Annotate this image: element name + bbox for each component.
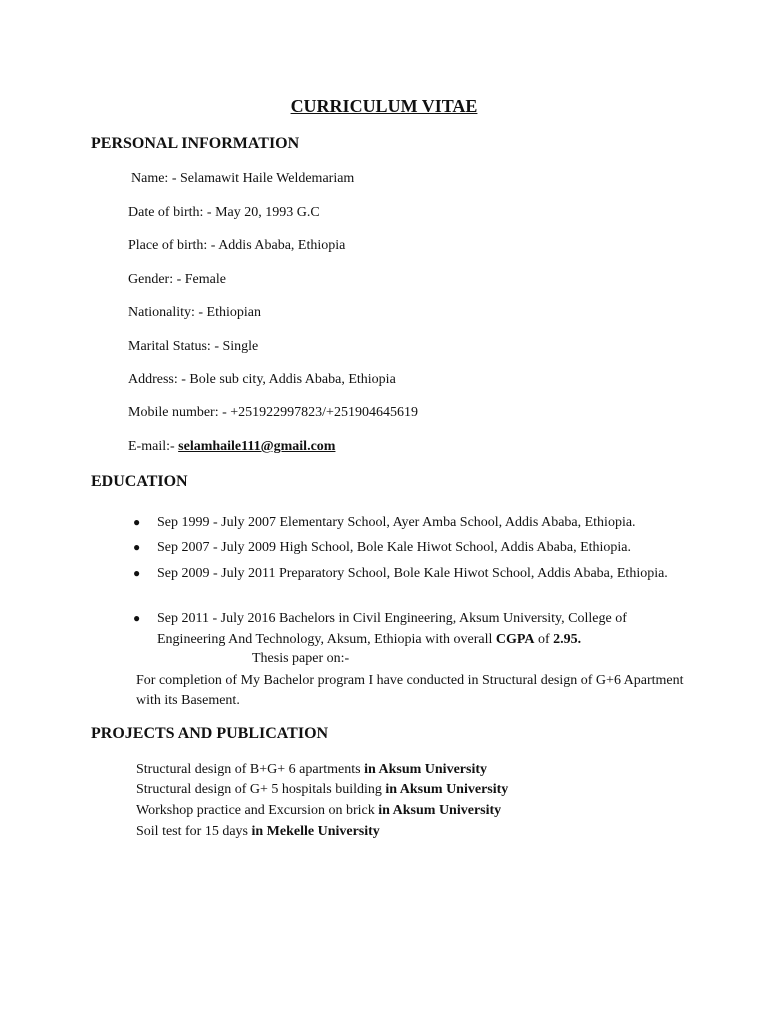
education-item — [133, 537, 693, 558]
marital-status-field: Marital Status: - Single — [128, 339, 259, 354]
education-item-text — [157, 608, 693, 650]
personal-info-heading: PERSONAL INFORMATION — [91, 135, 300, 152]
email-label: E-mail:- — [128, 439, 179, 454]
project-item — [136, 762, 487, 778]
education-item — [133, 608, 693, 650]
project-item — [136, 782, 508, 798]
project-place: in Aksum University — [378, 803, 502, 818]
address-field: Address: - Bole sub city, Addis Ababa, Ethiopia — [128, 372, 396, 387]
bullet-icon: ● — [133, 515, 141, 529]
projects-heading: PROJECTS AND PUBLICATION — [91, 725, 329, 742]
project-item — [136, 803, 501, 819]
bullet-icon: ● — [133, 566, 141, 580]
project-text: Workshop practice and Excursion on brick — [136, 803, 379, 818]
education-item-text: Sep 1999 - July 2007 Elementary School, Ayer Amba School, Addis Ababa, Ethiopia. — [157, 515, 636, 530]
project-text: Structural design of B+G+ 6 apartments — [136, 762, 365, 777]
project-item — [136, 824, 380, 840]
cgpa-label: CGPA — [495, 632, 535, 647]
document-title: CURRICULUM VITAE — [290, 96, 478, 116]
mobile-field: Mobile number: - +251922997823/+251904645619 — [128, 405, 418, 420]
name-field: Name: - Selamawit Haile Weldemariam — [131, 171, 355, 186]
pob-field: Place of birth: - Addis Ababa, Ethiopia — [128, 238, 346, 253]
thesis-description: For completion of My Bachelor program I have conducted in Structural design of G+6 Apartment with its Basement. — [136, 673, 684, 708]
education-item-text: Sep 2009 - July 2011 Preparatory School, Bole Kale Hiwot School, Addis Ababa, Ethiopia. — [157, 566, 668, 581]
dob-field: Date of birth: - May 20, 1993 G.C — [128, 205, 320, 220]
education-item — [133, 563, 693, 584]
education-item — [133, 512, 693, 533]
bullet-icon: ● — [133, 611, 141, 625]
thesis-label: Thesis paper on:- — [252, 651, 350, 666]
gender-field: Gender: - Female — [128, 272, 226, 287]
project-place: in Aksum University — [385, 782, 509, 797]
education-heading: EDUCATION — [91, 473, 188, 490]
education-item4-prefix: Sep 2011 - July 2016 Bachelors in Civil Engineering, Aksum University, College of Engineering And Technology, Aksum, Ethiopia with overall — [157, 611, 627, 647]
bullet-icon: ● — [133, 540, 141, 554]
education-item-text: Sep 2007 - July 2009 High School, Bole Kale Hiwot School, Addis Ababa, Ethiopia. — [157, 540, 632, 555]
email-link[interactable]: selamhaile111@gmail.com — [178, 439, 336, 454]
project-text: Structural design of G+ 5 hospitals building — [136, 782, 386, 797]
project-place: in Aksum University — [364, 762, 488, 777]
nationality-field: Nationality: - Ethiopian — [128, 305, 261, 320]
cgpa-of: of — [534, 632, 554, 647]
email-field — [128, 439, 335, 455]
project-place: in Mekelle University — [251, 824, 380, 839]
cgpa-value: 2.95. — [553, 632, 582, 647]
project-text: Soil test for 15 days — [136, 824, 252, 839]
